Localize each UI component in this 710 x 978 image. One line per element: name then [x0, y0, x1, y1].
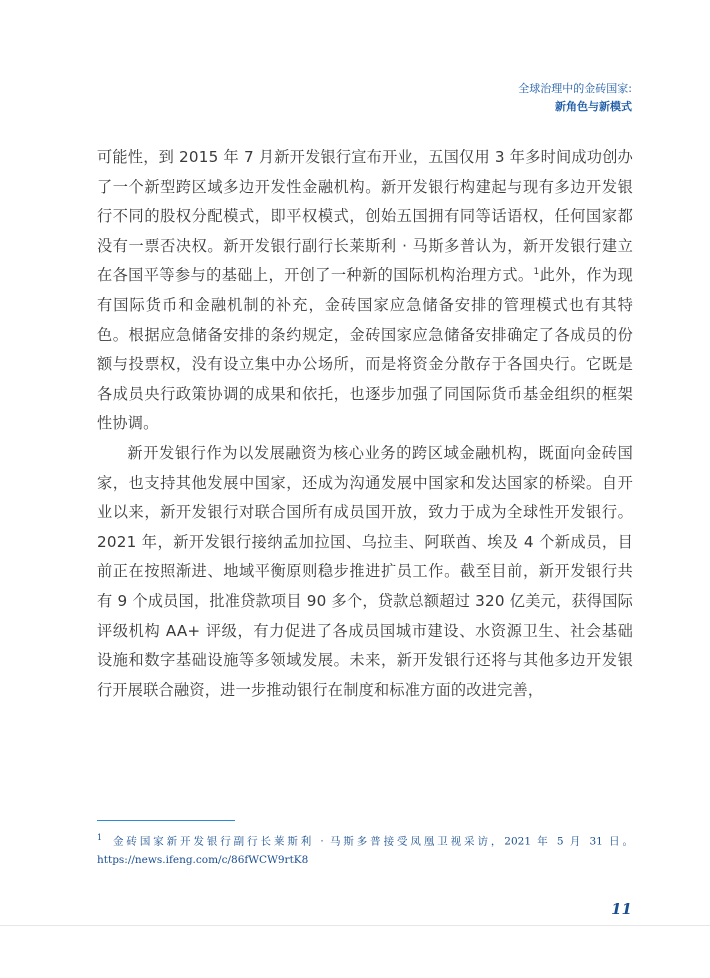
header-book-title: 全球治理中的金砖国家:	[518, 82, 632, 95]
header-book-subtitle: 新角色与新模式	[555, 100, 632, 113]
running-header	[518, 80, 632, 116]
paragraph-1	[97, 143, 633, 439]
footnote-reference[interactable]: 1	[533, 267, 540, 278]
paragraph-1-text-a: 可能性，到 2015 年 7 月新开发银行宣布开业，五国仅用 3 年多时间成功创办了一个新型跨区域多边开发性金融机构。新开发银行构建起与现有多边开发银行不同的股权分配模式，即平权模式，创始五国拥有同等话语权，任何国家都没有一票否决权。新开发银行副行长莱斯利 · 马斯多普认为，新开发银行建立在各国平等参与的基础上，开创了一种新的国际机构治理方式。	[97, 148, 633, 285]
paragraph-1-text-b: 此外，作为现有国际货币和金融机制的补充，金砖国家应急储备安排的管理模式也有其特色。根据应急储备安排的条约规定，金砖国家应急储备安排确定了各成员的份额与投票权，没有设立集中办公场所，而是将资金分散存于各国央行。它既是各成员央行政策协调的成果和依托，也逐步加强了同国际货币基金组织的框架性协调。	[97, 266, 633, 433]
footnote-text: 金砖国家新开发银行副行长莱斯利 · 马斯多普接受凤凰卫视采访，2021 年 5 月 31 日。https://news.ifeng.com/c/86fWCW9rtK8	[97, 835, 633, 866]
footnote	[97, 829, 633, 869]
paragraph-2: 新开发银行作为以发展融资为核心业务的跨区域金融机构，既面向金砖国家，也支持其他发展中国家，还成为沟通发展中国家和发达国家的桥梁。自开业以来，新开发银行对联合国所有成员国开放，致力于成为全球性开发银行。2021 年，新开发银行接纳孟加拉国、乌拉圭、阿联酋、埃及 4 个新成员，目前正在按照渐进、地域平衡原则稳步推进扩员工作。截至目前，新开发银行共有 9 个成员国，批准贷款项目 90 多个，贷款总额超过 320 亿美元，获得国际评级机构 AA+ 评级，有力促进了各成员国城市建设、水资源卫生、社会基础设施和数字基础设施等多领域发展。未来，新开发银行还将与其他多边开发银行开展联合融资，进一步推动银行在制度和标准方面的改进完善，	[97, 443, 633, 699]
footnote-number: 1	[97, 833, 103, 842]
page-number: 11	[611, 900, 632, 918]
main-body	[97, 143, 633, 705]
footnote-divider	[97, 820, 235, 821]
page-bottom-rule	[0, 925, 710, 926]
